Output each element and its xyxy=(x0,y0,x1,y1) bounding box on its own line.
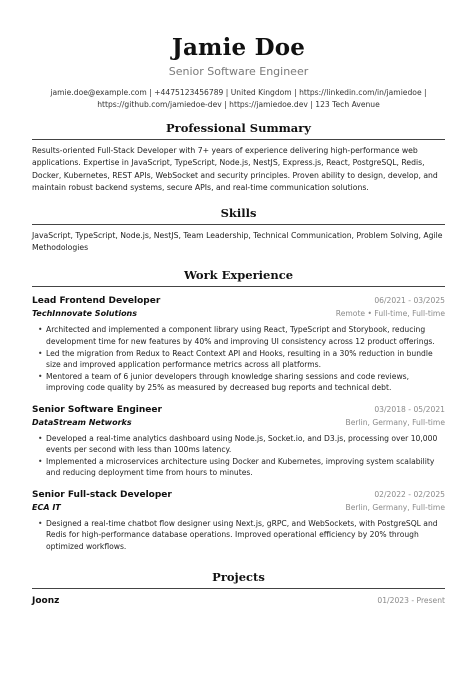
project-entry xyxy=(32,595,445,608)
candidate-title: Senior Software Engineer xyxy=(168,65,309,78)
bullet-item: • Mentored a team of 6 junior developers through knowledge sharing sessions and code reviews, improving code quality by 25% as measured by decreased bug reports and technical debt. xyxy=(46,371,445,393)
summary-text: Results-oriented Full-Stack Developer with 7+ years of experience delivering high-performance web applications. Expertise in JavaScript, TypeScript, Node.js, NestJS, Express.js, React, PostgreSQL, Redis, Docker, Kubernetes, REST APIs, WebSocket and security principles. Proven ability to design, develop, and maintain robust backend systems, secure APIs, and real-time communication solutions. xyxy=(32,146,438,193)
company-name: ECA IT xyxy=(32,503,61,513)
job-entry xyxy=(32,404,445,478)
bullet-item: • Architected and implemented a component library using React, TypeScript and Storybook, reducing development time for new features by 40% and improving UI consistency across 12 product offerings. xyxy=(46,324,445,346)
section-heading: Projects xyxy=(212,569,265,584)
contact-line: jamie.doe@example.com | +4475123456789 | United Kingdom | https://linkedin.com/in/jamiedoe | xyxy=(50,88,427,97)
section-divider xyxy=(32,588,445,589)
project-dates: 01/2023 - Present xyxy=(377,595,445,605)
summary-section xyxy=(32,121,445,195)
contact-line: https://github.com/jamiedoe-dev | https://jamiedoe.dev | 123 Tech Avenue xyxy=(97,100,380,109)
section-heading: Professional Summary xyxy=(165,121,311,135)
job-title: Lead Frontend Developer xyxy=(32,296,161,307)
candidate-name: Jamie Doe xyxy=(171,34,306,61)
company-name: TechInnovate Solutions xyxy=(32,309,138,319)
job-location: Remote • Full-time, Full-time xyxy=(335,309,445,319)
job-location: Berlin, Germany, Full-time xyxy=(345,503,445,513)
job-bullets xyxy=(32,433,445,478)
job-dates: 02/2022 - 02/2025 xyxy=(374,490,445,500)
bullet-item: • Led the migration from Redux to React Context API and Hooks, resulting in a 30% reduction in bundle size and improved application performance metrics across all platforms. xyxy=(46,348,445,370)
project-name: Joonz xyxy=(32,595,60,606)
skills-text: JavaScript, TypeScript, Node.js, NestJS, Team Leadership, Technical Communication, Problem Solving, Agile Methodologies xyxy=(32,230,443,253)
job-bullets xyxy=(32,518,445,551)
bullet-item: • Implemented a microservices architecture using Docker and Kubernetes, improving system scalability and reducing deployment time from hours to minutes. xyxy=(46,456,445,478)
company-name: DataStream Networks xyxy=(32,418,132,427)
job-entry xyxy=(32,489,445,551)
job-bullets xyxy=(32,324,445,393)
job-title: Senior Full-stack Developer xyxy=(32,490,172,501)
job-dates: 06/2021 - 03/2025 xyxy=(374,296,445,306)
skills-section xyxy=(32,206,445,255)
job-entry xyxy=(32,295,445,393)
section-heading: Work Experience xyxy=(183,268,294,283)
section-divider xyxy=(32,139,445,140)
job-location: Berlin, Germany, Full-time xyxy=(345,418,445,427)
section-divider xyxy=(32,224,445,225)
projects-section xyxy=(32,570,445,608)
section-divider xyxy=(32,286,445,287)
job-title: Senior Software Engineer xyxy=(32,405,162,415)
section-heading: Skills xyxy=(220,205,257,220)
job-dates: 03/2018 - 05/2021 xyxy=(374,405,445,414)
experience-section xyxy=(32,268,445,551)
contact-info xyxy=(32,87,445,111)
resume-header xyxy=(32,0,445,111)
bullet-item: • Developed a real-time analytics dashboard using Node.js, Socket.io, and D3.js, processing over 10,000 events per second with less than 100ms latency. xyxy=(46,433,445,455)
bullet-item: • Designed a real-time chatbot flow designer using Next.js, gRPC, and WebSockets, with PostgreSQL and Redis for high-performance database operations. Improved operational efficiency by 20% through optimized workflows. xyxy=(46,518,445,551)
